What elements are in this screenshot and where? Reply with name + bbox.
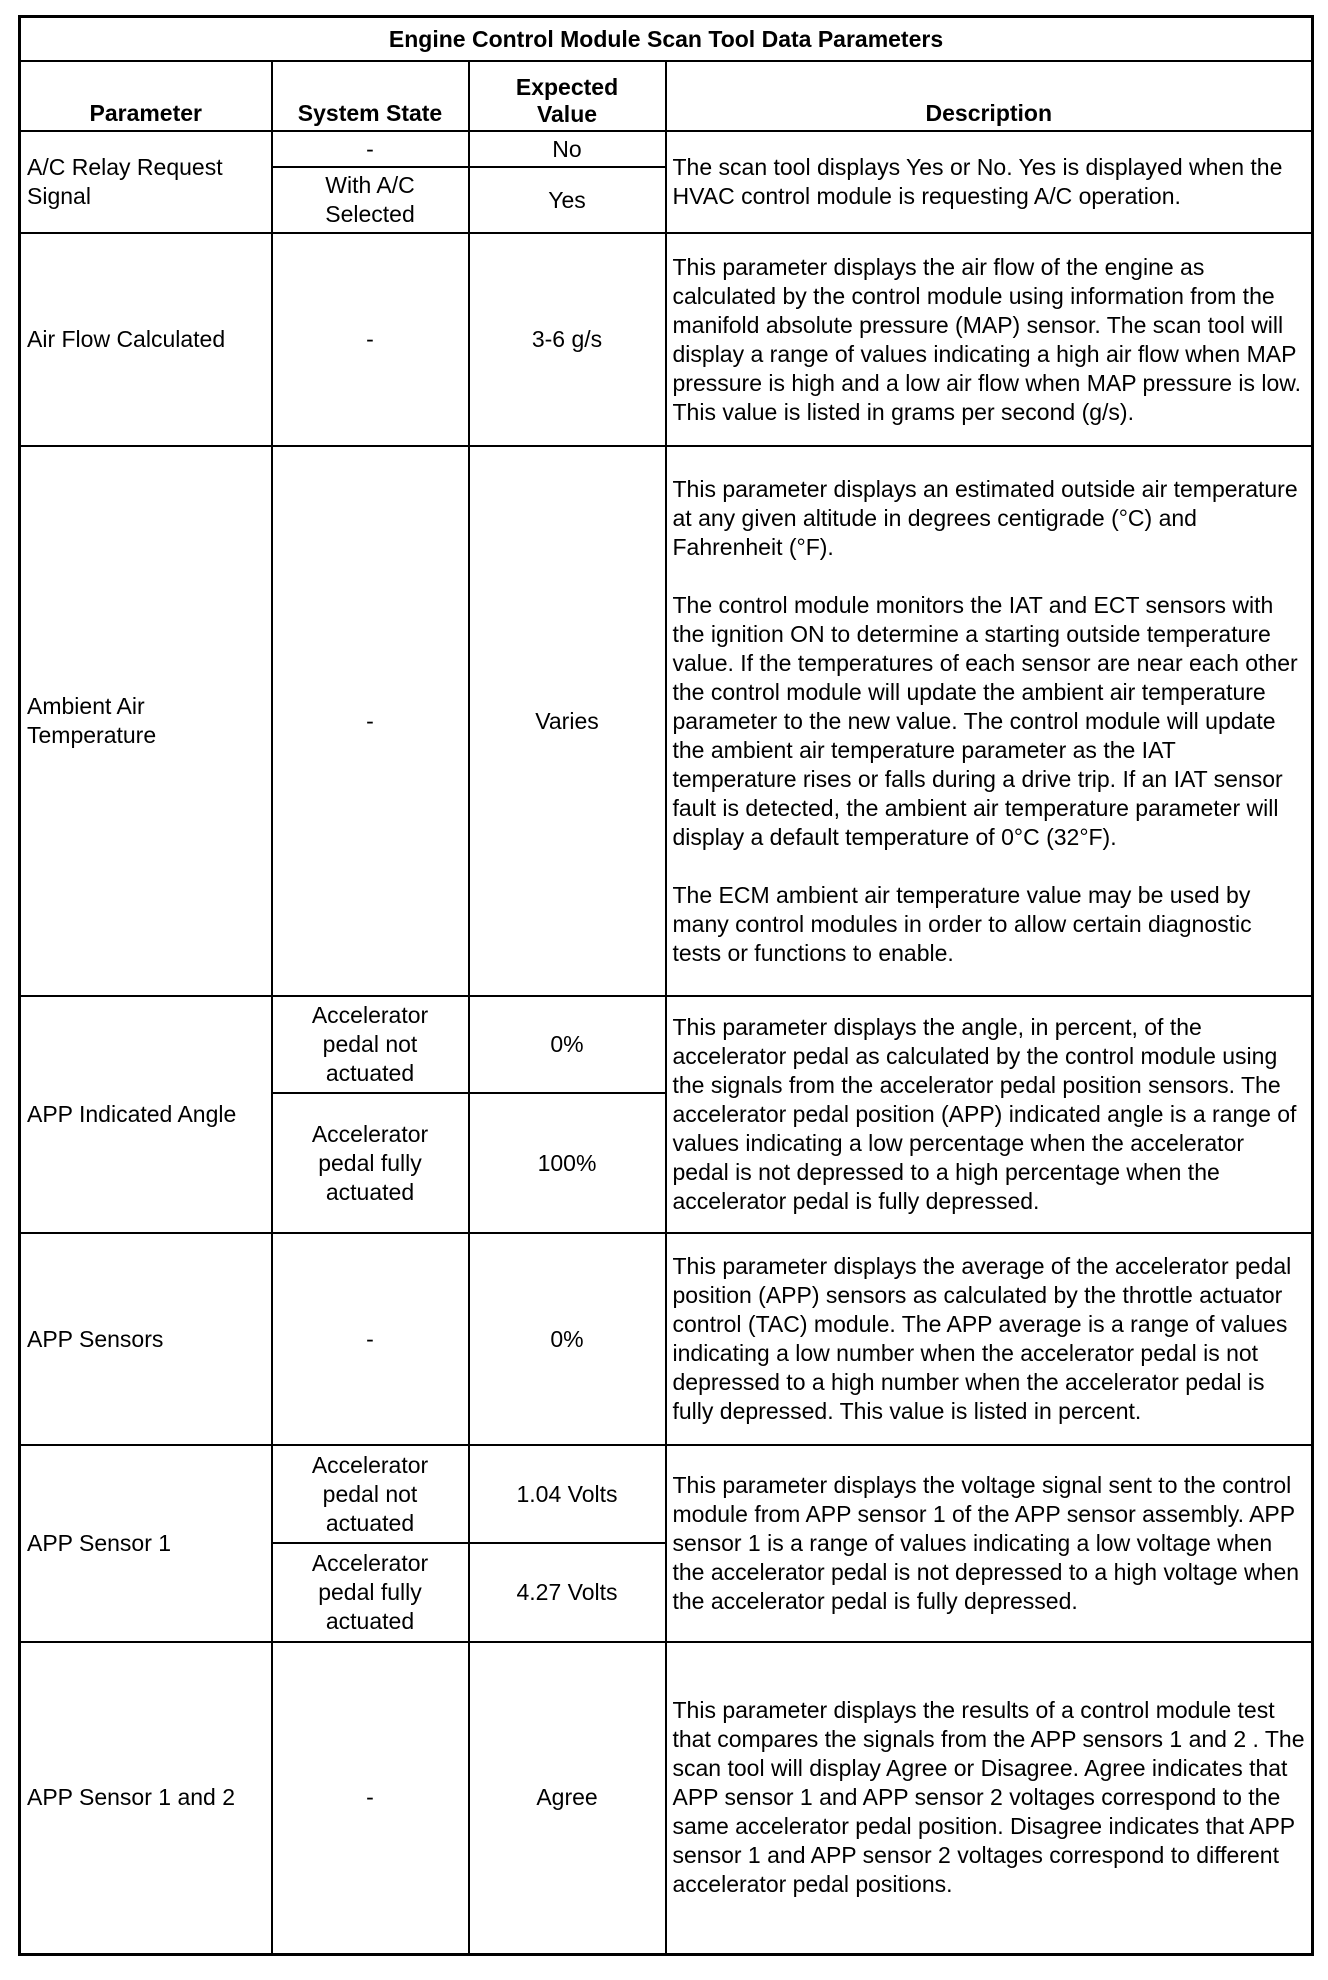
expected-value-cell: 1.04 Volts bbox=[469, 1445, 666, 1543]
table-row bbox=[20, 446, 1313, 996]
table-title-row bbox=[20, 17, 1313, 62]
description-cell: This parameter displays the air flow of the engine as calculated by the control module using information from the manifold absolute pressure (MAP) sensor. The scan tool will display a range of values indicating a high air flow when MAP pressure is high and a low air flow when MAP pressure is low. This value is listed in grams per second (g/s). bbox=[666, 233, 1313, 446]
parameter-cell: A/C Relay Request Signal bbox=[20, 131, 272, 233]
expected-value-cell: 0% bbox=[469, 1233, 666, 1445]
description-cell: This parameter displays the angle, in percent, of the accelerator pedal as calculated by the control module using the signals from the accelerator pedal position sensors. The accelerator pedal position (APP) indicated angle is a range of values indicating a low percentage when the accelerator pedal is not depressed to a high percentage when the accelerator pedal is fully depressed. bbox=[666, 996, 1313, 1233]
system-state-cell: Accelerator pedal not actuated bbox=[272, 996, 469, 1093]
table-row bbox=[20, 1233, 1313, 1445]
description-cell: The scan tool displays Yes or No. Yes is displayed when the HVAC control module is requesting A/C operation. bbox=[666, 131, 1313, 233]
table-row bbox=[20, 233, 1313, 446]
system-state-cell: - bbox=[272, 233, 469, 446]
table-title: Engine Control Module Scan Tool Data Parameters bbox=[20, 17, 1313, 62]
system-state-cell: - bbox=[272, 131, 469, 167]
system-state-cell: Accelerator pedal fully actuated bbox=[272, 1093, 469, 1233]
system-state-cell: - bbox=[272, 446, 469, 996]
parameter-cell: APP Indicated Angle bbox=[20, 996, 272, 1233]
system-state-cell: Accelerator pedal fully actuated bbox=[272, 1543, 469, 1642]
system-state-cell: - bbox=[272, 1642, 469, 1954]
parameter-cell: APP Sensor 1 bbox=[20, 1445, 272, 1642]
system-state-cell: - bbox=[272, 1233, 469, 1445]
scan-tool-data-table bbox=[18, 15, 1314, 1956]
header-parameter: Parameter bbox=[20, 61, 272, 131]
expected-value-cell: 0% bbox=[469, 996, 666, 1093]
parameter-cell: APP Sensors bbox=[20, 1233, 272, 1445]
expected-value-cell: 100% bbox=[469, 1093, 666, 1233]
header-description: Description bbox=[666, 61, 1313, 131]
system-state-cell: With A/C Selected bbox=[272, 167, 469, 233]
expected-value-cell: 4.27 Volts bbox=[469, 1543, 666, 1642]
expected-value-cell: No bbox=[469, 131, 666, 167]
expected-value-cell: Yes bbox=[469, 167, 666, 233]
expected-value-cell: Varies bbox=[469, 446, 666, 996]
parameter-cell: Ambient Air Temperature bbox=[20, 446, 272, 996]
expected-value-cell: 3-6 g/s bbox=[469, 233, 666, 446]
description-cell: This parameter displays an estimated outside air temperature at any given altitude in degrees centigrade (°C) and Fahrenheit (°F). The control module monitors the IAT and ECT sensors with the ignition ON to determine a starting outside temperature value. If the temperatures of each sensor are near each other the control module will update the ambient air temperature parameter to the new value. The control module will update the ambient air temperature parameter as the IAT temperature rises or falls during a drive trip. If an IAT sensor fault is detected, the ambient air temperature parameter will display a default temperature of 0°C (32°F). The ECM ambient air temperature value may be used by many control modules in order to allow certain diagnostic tests or functions to enable. bbox=[666, 446, 1313, 996]
table-row bbox=[20, 996, 1313, 1093]
table-row bbox=[20, 1642, 1313, 1954]
table-row bbox=[20, 131, 1313, 167]
header-system-state: System State bbox=[272, 61, 469, 131]
description-cell: This parameter displays the voltage signal sent to the control module from APP sensor 1 of the APP sensor assembly. APP sensor 1 is a range of values indicating a low voltage when the accelerator pedal is not depressed to a high voltage when the accelerator pedal is fully depressed. bbox=[666, 1445, 1313, 1642]
parameter-cell: Air Flow Calculated bbox=[20, 233, 272, 446]
table-row bbox=[20, 1445, 1313, 1543]
table-header-row bbox=[20, 61, 1313, 131]
system-state-cell: Accelerator pedal not actuated bbox=[272, 1445, 469, 1543]
expected-value-cell: Agree bbox=[469, 1642, 666, 1954]
parameter-cell: APP Sensor 1 and 2 bbox=[20, 1642, 272, 1954]
description-cell: This parameter displays the average of the accelerator pedal position (APP) sensors as calculated by the throttle actuator control (TAC) module. The APP average is a range of values indicating a low number when the accelerator pedal is not depressed to a high number when the accelerator pedal is fully depressed. This value is listed in percent. bbox=[666, 1233, 1313, 1445]
description-cell: This parameter displays the results of a control module test that compares the signals from the APP sensors 1 and 2 . The scan tool will display Agree or Disagree. Agree indicates that APP sensor 1 and APP sensor 2 voltages correspond to the same accelerator pedal position. Disagree indicates that APP sensor 1 and APP sensor 2 voltages correspond to different accelerator pedal positions. bbox=[666, 1642, 1313, 1954]
header-expected-value: Expected Value bbox=[469, 61, 666, 131]
